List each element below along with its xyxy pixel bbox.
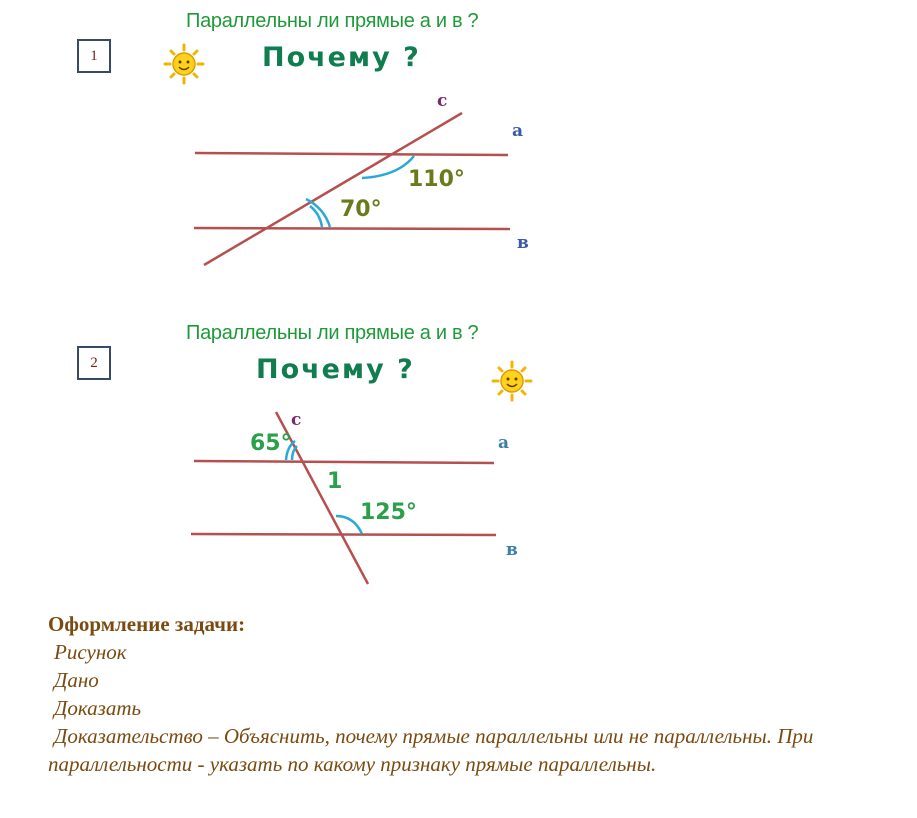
task-format-title: Оформление задачи: [48,612,246,636]
line-a-2 [194,461,494,463]
label-c-2: с [291,410,302,430]
angle-label-70: 70° [340,197,382,222]
label-c-1: с [437,91,448,111]
task-format-item-prove: Доказать [54,696,142,720]
problem-number-1: 1 [90,47,98,64]
why-title-1: Почему ? [262,42,421,73]
label-a-2: а [498,433,510,453]
angle-marker-1: 1 [327,469,343,494]
task-format-item-proof: Доказательство – Объяснить, почему прямые параллельны или не параллельны. При параллельности - указать по какому признаку прямые параллельны. [48,724,814,776]
label-b-2: в [506,540,518,560]
task-format-section [48,610,888,778]
angle-arc-65-inner [292,446,297,460]
sun-icon [493,362,531,400]
why-title-2: Почему ? [256,354,415,385]
angle-label-65: 65° [250,431,292,456]
label-a-1: а [512,121,524,141]
problem-number-2: 2 [90,354,98,371]
angle-label-125: 125° [360,500,417,525]
angle-label-110: 110° [408,167,465,192]
question-title-2: Параллельны ли прямые а и в ? [186,322,479,344]
line-b-2 [191,534,496,535]
task-format-item-given: Дано [54,668,99,692]
question-title-1: Параллельны ли прямые а и в ? [186,10,479,32]
task-format-item-drawing: Рисунок [54,640,127,664]
label-b-1: в [517,233,529,253]
